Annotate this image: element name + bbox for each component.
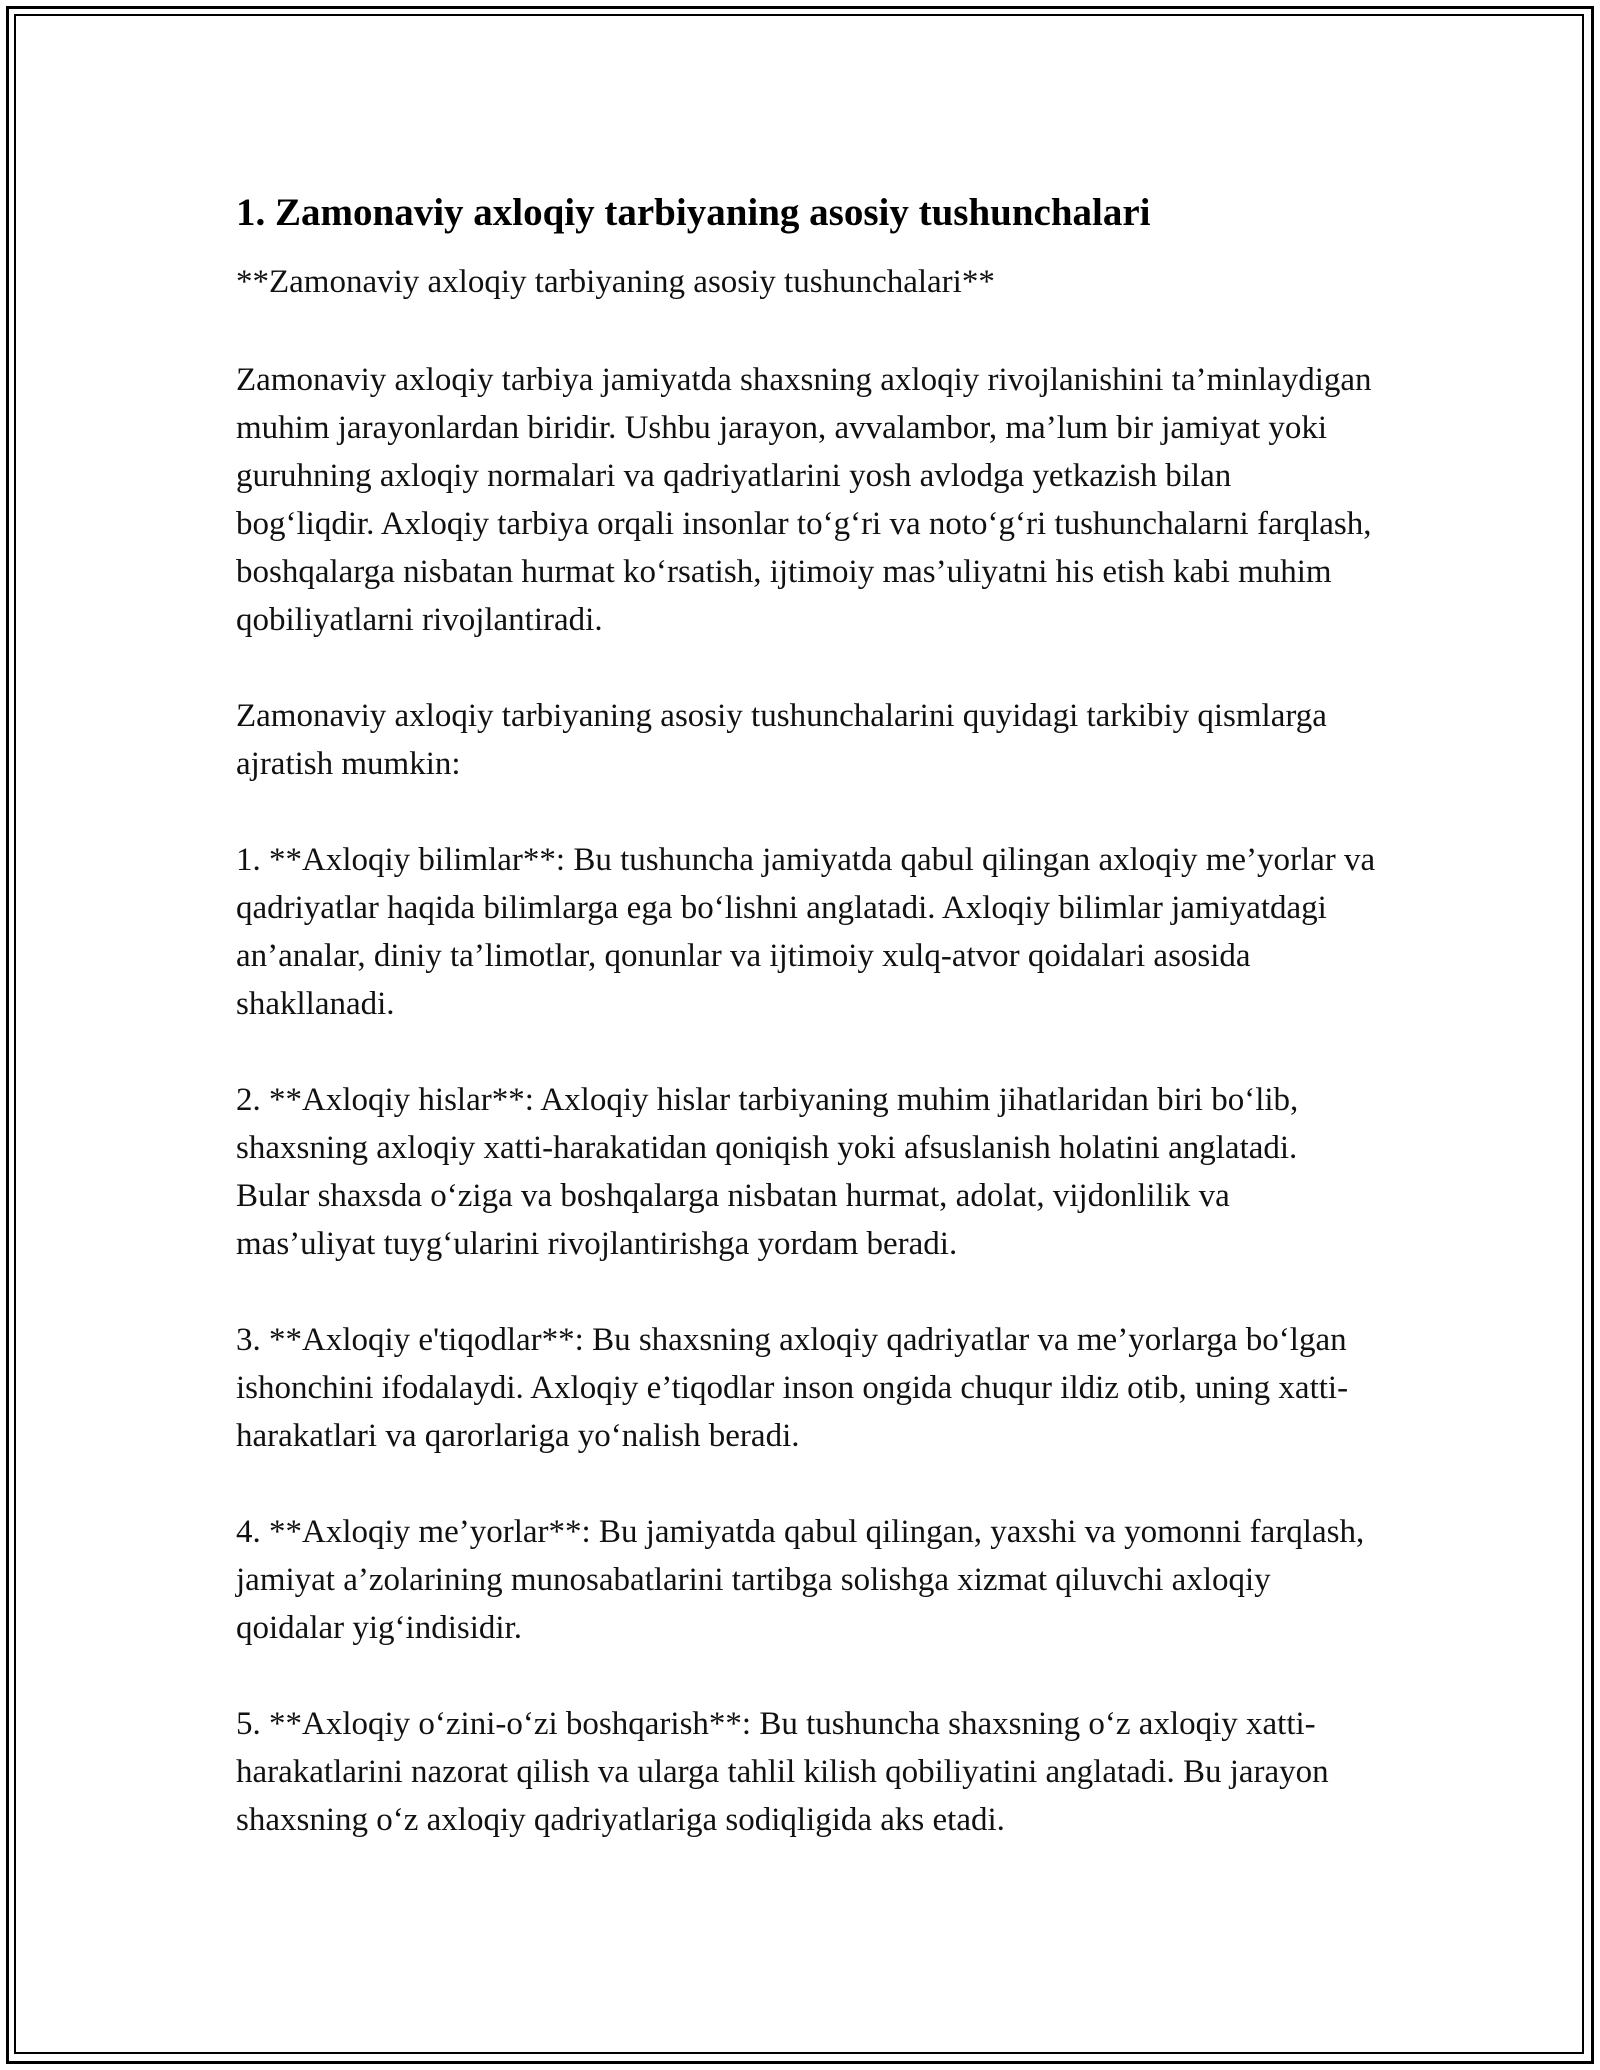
- section-heading: 1. Zamonaviy axloqiy tarbiyaning asosiy tushunchalari: [236, 191, 1151, 234]
- list-item-axloqiy-meyorlar: 4. **Axloqiy me’yorlar**: Bu jamiyatda qabul qilingan, yaxshi va yomonni farqlash, jamiyat a’zolarining munosabatlarini tartibga solishga xizmat qiluvchi axloqiy qoidalar yig‘indisidir.: [236, 1514, 1365, 1646]
- paragraph-intro: Zamonaviy axloqiy tarbiya jamiyatda shaxsning axloqiy rivojlanishini ta’minlaydigan muhim jarayonlardan biridir. Ushbu jarayon, avvalambor, ma’lum bir jamiyat yoki guruhning axloqiy normalari va qadriyatlarini yosh avlodga yetkazish bilan bog‘liqdir. Axloqiy tarbiya orqali insonlar to‘g‘ri va noto‘g‘ri tushunchalarni farqlash, boshqalarga nisbatan hurmat ko‘rsatish, ijtimoiy mas’uliyatni his etish kabi muhim qobiliyatlarni rivojlantiradi.: [236, 362, 1372, 638]
- list-item-axloqiy-ozini-ozi-boshqarish: 5. **Axloqiy o‘zini-o‘zi boshqarish**: Bu tushuncha shaxsning o‘z axloqiy xatti-harakatlarini nazorat qilish va ularga tahlil kilish qobiliyatini anglatadi. Bu jarayon shaxsning o‘z axloqiy qadriyatlariga sodiqligida aks etadi.: [236, 1706, 1329, 1838]
- list-item-axloqiy-etiqodlar: 3. **Axloqiy e'tiqodlar**: Bu shaxsning axloqiy qadriyatlar va me’yorlarga bo‘lgan ishonchini ifodalaydi. Axloqiy e’tiqodlar inson ongida chuqur ildiz otib, uning xatti-harakatlari va qarorlariga yo‘nalish beradi.: [236, 1322, 1349, 1454]
- section-subheading: **Zamonaviy axloqiy tarbiyaning asosiy tushunchalari**: [236, 264, 995, 300]
- list-item-axloqiy-hislar: 2. **Axloqiy hislar**: Axloqiy hislar tarbiyaning muhim jihatlaridan biri bo‘lib, shaxsning axloqiy xatti-harakatidan qoniqish yoki afsuslanish holatini anglatadi. Bular shaxsda o‘ziga va boshqalarga nisbatan hurmat, adolat, vijdonlilik va mas’uliyat tuyg‘ularini rivojlantirishga yordam beradi.: [236, 1082, 1299, 1262]
- document-body: [236, 188, 1376, 1892]
- paragraph-components-lead: Zamonaviy axloqiy tarbiyaning asosiy tushunchalarini quyidagi tarkibiy qismlarga ajratish mumkin:: [236, 698, 1327, 782]
- list-item-axloqiy-bilimlar: 1. **Axloqiy bilimlar**: Bu tushuncha jamiyatda qabul qilingan axloqiy me’yorlar va qadriyatlar haqida bilimlarga ega bo‘lishni anglatadi. Axloqiy bilimlar jamiyatdagi an’analar, diniy ta’limotlar, qonunlar va ijtimoiy xulq-atvor qoidalari asosida shakllanadi.: [236, 842, 1376, 1022]
